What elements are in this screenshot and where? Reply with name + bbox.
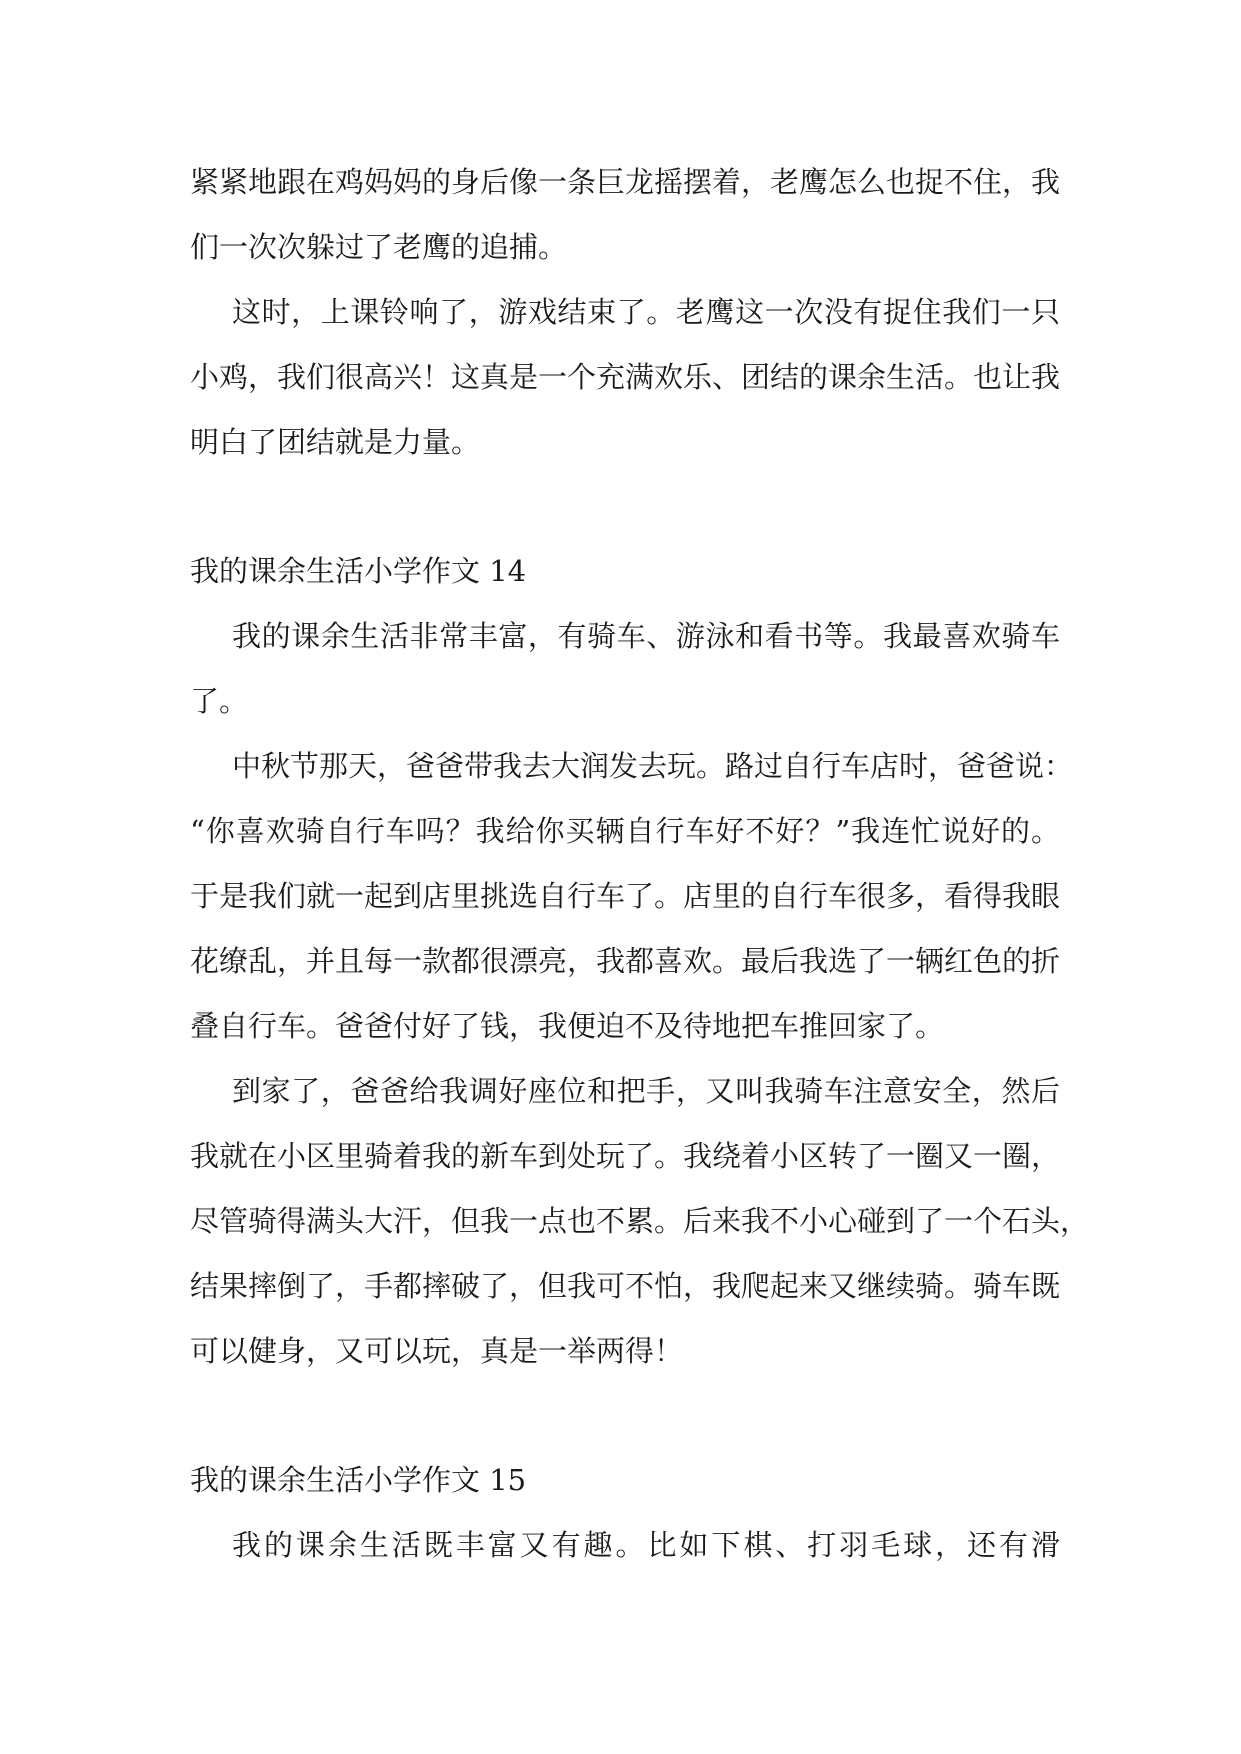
paragraph-line: 于是我们就一起到店里挑选自行车了。店里的自行车很多，看得我眼: [190, 879, 1061, 913]
paragraph-line: 到家了，爸爸给我调好座位和把手，又叫我骑车注意安全，然后: [232, 1074, 1060, 1108]
paragraph-line: 叠自行车。爸爸付好了钱，我便迫不及待地把车推回家了。: [190, 1009, 945, 1043]
paragraph-line: 我就在小区里骑着我的新车到处玩了。我绕着小区转了一圈又一圈，: [190, 1139, 1061, 1173]
paragraph-line: 小鸡，我们很高兴！这真是一个充满欢乐、团结的课余生活。也让我: [190, 360, 1061, 394]
section-heading: 我的课余生活小学作文 15: [190, 1463, 527, 1497]
paragraph-line: 们一次次躲过了老鹰的追捕。: [190, 230, 568, 264]
paragraph-line: “你喜欢骑自行车吗？我给你买辆自行车好不好？”我连忙说好的。: [190, 814, 1060, 848]
paragraph-line: 花缭乱，并且每一款都很漂亮，我都喜欢。最后我选了一辆红色的折: [190, 944, 1061, 978]
paragraph-line: 了。: [190, 684, 249, 718]
paragraph-line: 可以健身，又可以玩，真是一举两得！: [190, 1334, 684, 1368]
paragraph-line: 结果摔倒了，手都摔破了，但我可不怕，我爬起来又继续骑。骑车既: [190, 1269, 1061, 1303]
paragraph-line: 紧紧地跟在鸡妈妈的身后像一条巨龙摇摆着，老鹰怎么也捉不住，我: [190, 165, 1061, 199]
paragraph-line: 这时，上课铃响了，游戏结束了。老鹰这一次没有捉住我们一只: [232, 295, 1060, 329]
paragraph-line: 尽管骑得满头大汗，但我一点也不累。后来我不小心碰到了一个石头，: [190, 1204, 1090, 1238]
section-heading: 我的课余生活小学作文 14: [190, 554, 527, 588]
paragraph-line: 我的课余生活非常丰富，有骑车、游泳和看书等。我最喜欢骑车: [232, 619, 1060, 653]
paragraph-line: 明白了团结就是力量。: [190, 425, 481, 459]
paragraph-line: 中秋节那天，爸爸带我去大润发去玩。路过自行车店时，爸爸说：: [232, 749, 1074, 783]
paragraph-line: 我的课余生活既丰富又有趣。比如下棋、打羽毛球，还有滑: [232, 1528, 1060, 1562]
